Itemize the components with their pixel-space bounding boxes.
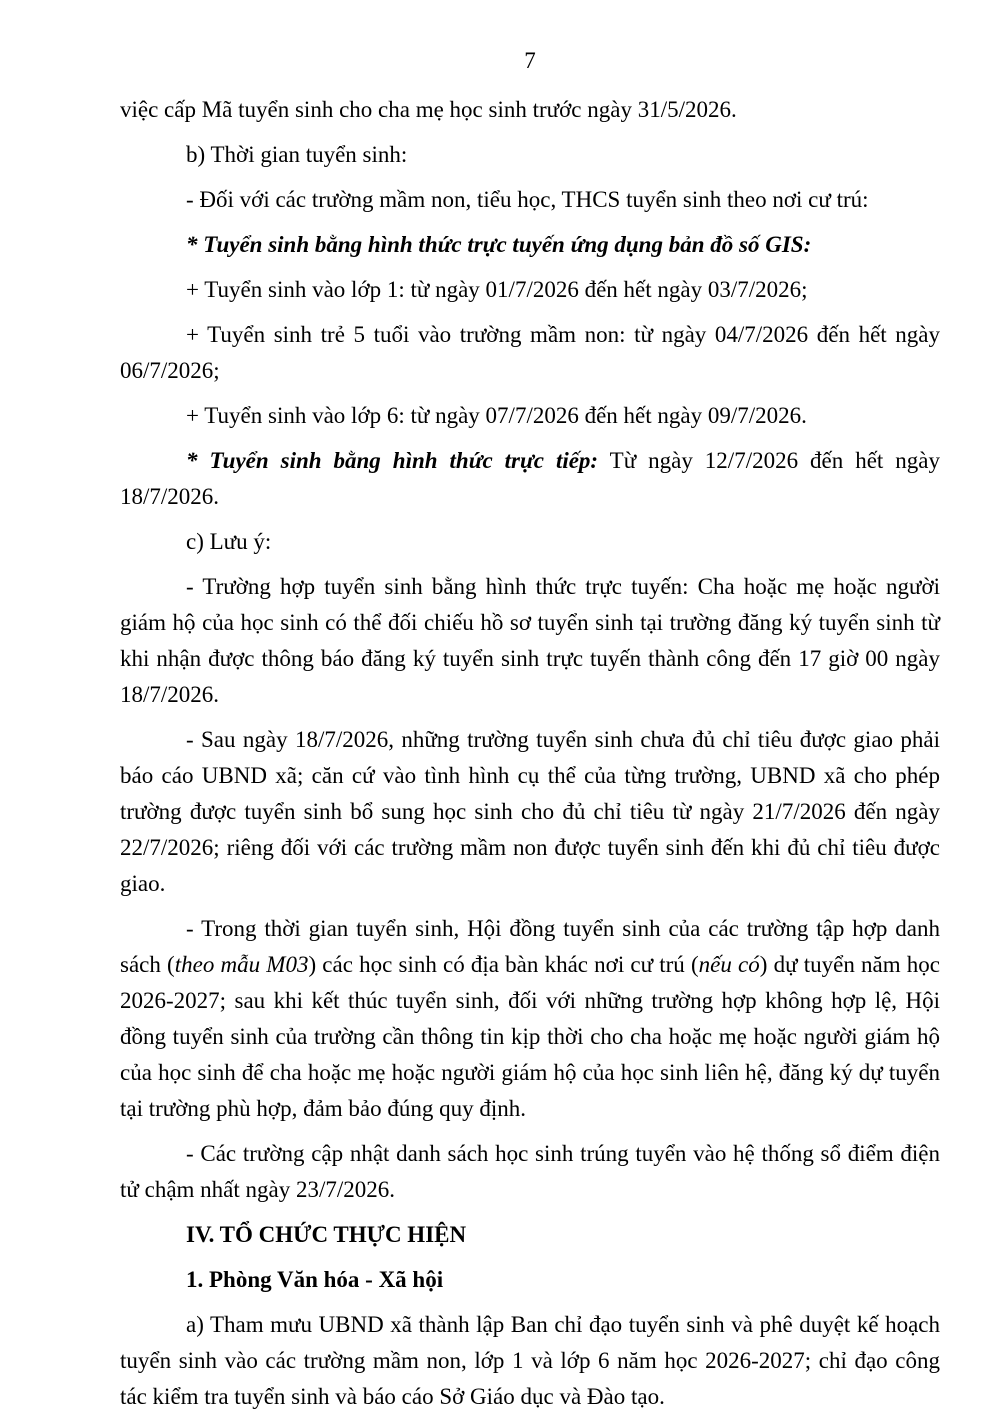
paragraph-text: c) Lưu ý: (186, 529, 272, 554)
paragraph-plus-grade1 (120, 272, 940, 308)
paragraph-note-online (120, 569, 940, 713)
paragraph-note-after-deadline (120, 722, 940, 902)
paragraph-text: - Sau ngày 18/7/2026, những trường tuyển sinh chưa đủ chỉ tiêu được giao phải báo cáo UBND xã; căn cứ vào tình hình cụ thể của từng trường, UBND xã cho phép trường được tuyển sinh bổ sung học sinh cho đủ chỉ tiêu từ ngày 21/7/2026 đến ngày 22/7/2026; riêng đối với các trường mầm non được tuyển sinh đến khi đủ chỉ tiêu được giao. (120, 727, 940, 896)
paragraph-note-council (120, 911, 940, 1127)
paragraph-text: ) các học sinh có địa bàn khác nơi cư trú ( (308, 952, 699, 977)
paragraph-text: - Trong thời gian tuyển sinh, Hội đồng tuyển sinh của các trường tập hợp danh sách ( (120, 916, 940, 977)
paragraph-dash-item (120, 182, 940, 218)
paragraph-item-a (120, 1307, 940, 1415)
paragraph-text: + Tuyển sinh trẻ 5 tuổi vào trường mầm non: từ ngày 04/7/2026 đến hết ngày 06/7/2026; (120, 322, 940, 383)
paragraph-item-b (120, 137, 940, 173)
paragraph-text-bold-italic: * Tuyển sinh bằng hình thức trực tiếp: (186, 448, 599, 473)
paragraph-text: Từ ngày 12/7/2026 đến hết ngày 18/7/2026. (120, 448, 940, 509)
section-heading-iv (120, 1217, 940, 1253)
paragraph-text: a) Tham mưu UBND xã thành lập Ban chỉ đạo tuyển sinh và phê duyệt kế hoạch tuyển sinh vào các trường mầm non, lớp 1 và lớp 6 năm học 2026-2027; chỉ đạo công tác kiểm tra tuyển sinh và báo cáo Sở Giáo dục và Đào tạo. (120, 1312, 940, 1409)
paragraph-text-italic: theo mẫu M03 (174, 952, 309, 977)
paragraph-continued (120, 92, 940, 128)
subsection-heading-text: 1. Phòng Văn hóa - Xã hội (186, 1267, 444, 1292)
paragraph-star-online (120, 227, 940, 263)
section-heading-text: IV. TỔ CHỨC THỰC HIỆN (186, 1222, 467, 1247)
paragraph-text: ) dự tuyển năm học 2026-2027; sau khi kết thúc tuyển sinh, đối với những trường hợp không hợp lệ, Hội đồng tuyển sinh của trường cần thông tin kịp thời cho cha hoặc mẹ hoặc người giám hộ của học sinh để cha hoặc mẹ hoặc người giám hộ của học sinh liên hệ, đăng ký dự tuyển tại trường phù hợp, đảm bảo đúng quy định. (120, 952, 941, 1121)
paragraph-note-update (120, 1136, 940, 1208)
paragraph-item-c (120, 524, 940, 560)
paragraph-text: - Đối với các trường mầm non, tiểu học, THCS tuyển sinh theo nơi cư trú: (186, 187, 869, 212)
paragraph-plus-grade6 (120, 398, 940, 434)
paragraph-text-bold-italic: * Tuyển sinh bằng hình thức trực tuyến ứng dụng bản đồ số GIS: (186, 232, 812, 257)
paragraph-text: - Trường hợp tuyển sinh bằng hình thức trực tuyến: Cha hoặc mẹ hoặc người giám hộ của học sinh có thể đối chiếu hồ sơ tuyển sinh tại trường đăng ký tuyển sinh từ khi nhận được thông báo đăng ký tuyển sinh trực tuyến thành công đến 17 giờ 00 ngày 18/7/2026. (120, 574, 940, 707)
page-number: 7 (524, 48, 536, 73)
paragraph-text: - Các trường cập nhật danh sách học sinh trúng tuyển vào hệ thống sổ điểm điện tử chậm nhất ngày 23/7/2026. (120, 1141, 940, 1202)
paragraph-text: + Tuyển sinh vào lớp 6: từ ngày 07/7/2026 đến hết ngày 09/7/2026. (186, 403, 807, 428)
paragraph-text: việc cấp Mã tuyển sinh cho cha mẹ học sinh trước ngày 31/5/2026. (120, 97, 737, 122)
subsection-heading-1 (120, 1262, 940, 1298)
paragraph-plus-preschool (120, 317, 940, 389)
paragraph-star-direct (120, 443, 940, 515)
paragraph-text: b) Thời gian tuyển sinh: (186, 142, 408, 167)
paragraph-text: + Tuyển sinh vào lớp 1: từ ngày 01/7/2026 đến hết ngày 03/7/2026; (186, 277, 808, 302)
paragraph-text-italic: nếu có (698, 952, 760, 977)
